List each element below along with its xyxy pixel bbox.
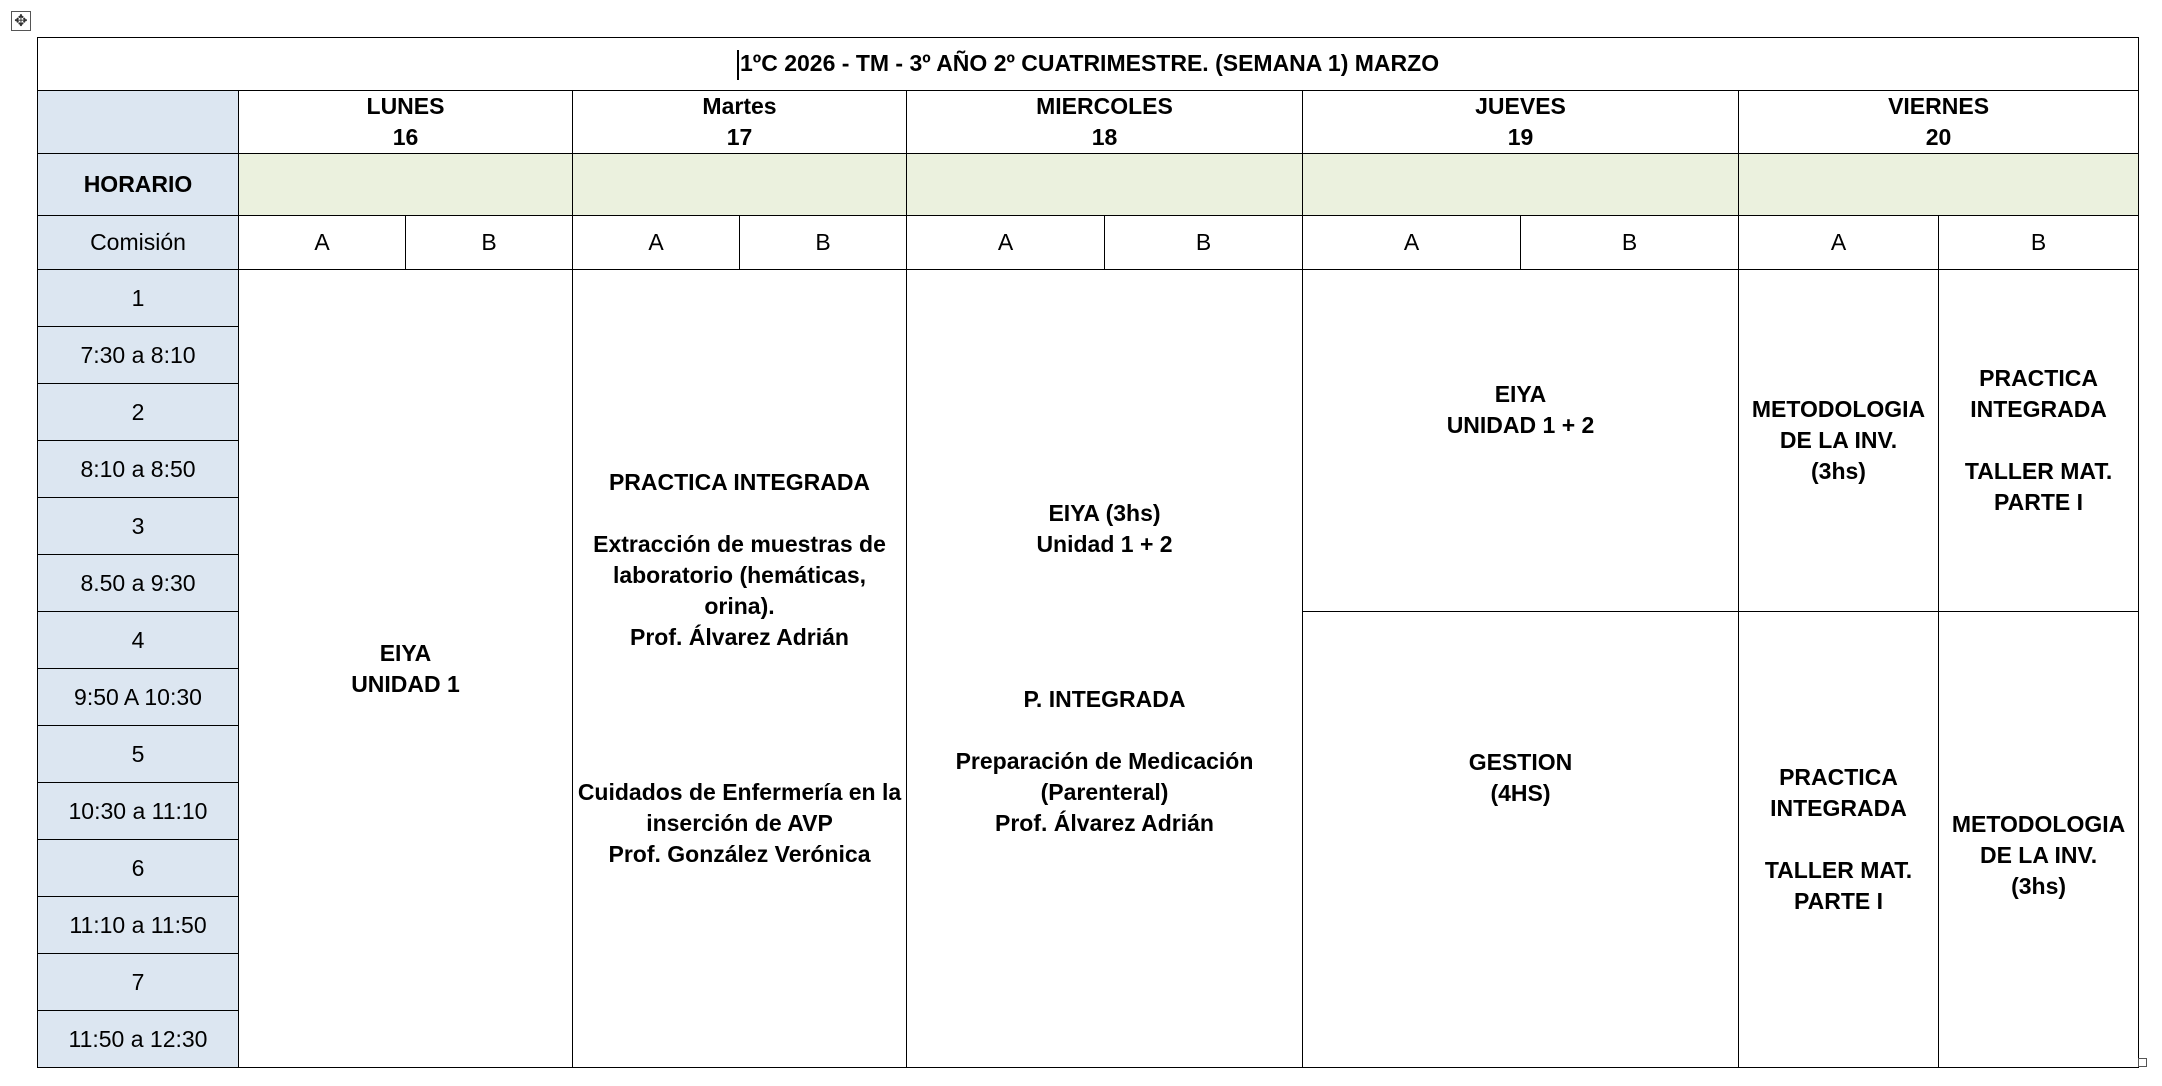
- horario-label: HORARIO: [38, 154, 239, 216]
- corner-cell: [38, 91, 239, 154]
- slot-time: 7:30 a 8:10: [38, 327, 239, 384]
- slot-number: 5: [38, 726, 239, 783]
- day-header-jueves: JUEVES 19: [1303, 91, 1739, 154]
- slot-time: 8:10 a 8:50: [38, 441, 239, 498]
- comision-label: Comisión: [38, 216, 239, 270]
- viernes-b-top-block: PRACTICA INTEGRADA TALLER MAT. PARTE I: [1939, 270, 2139, 612]
- slot-number: 1: [38, 270, 239, 327]
- jueves-bottom-block: GESTION (4HS): [1303, 612, 1739, 1068]
- jueves-top-block: EIYA UNIDAD 1 + 2: [1303, 270, 1739, 612]
- day-header-lunes: LUNES 16: [239, 91, 573, 154]
- comision-a: A: [1739, 216, 1939, 270]
- viernes-b-bottom-block: METODOLOGIA DE LA INV. (3hs): [1939, 612, 2139, 1068]
- text-cursor: [737, 50, 739, 80]
- martes-block: PRACTICA INTEGRADA Extracción de muestras de laboratorio (hemáticas, orina). Prof. Álvarez Adrián Cuidados de Enfermería en la inserción de AVP Prof. González Verónica: [573, 270, 907, 1068]
- slot-time: 9:50 A 10:30: [38, 669, 239, 726]
- horario-cell-martes: [573, 154, 907, 216]
- slot-time: 11:10 a 11:50: [38, 897, 239, 954]
- slot-number: 7: [38, 954, 239, 1011]
- horario-cell-miercoles: [907, 154, 1303, 216]
- slot-time: 11:50 a 12:30: [38, 1011, 239, 1068]
- day-header-miercoles: MIERCOLES 18: [907, 91, 1303, 154]
- comision-a: A: [1303, 216, 1521, 270]
- viernes-a-bottom-block: PRACTICA INTEGRADA TALLER MAT. PARTE I: [1739, 612, 1939, 1068]
- comision-a: A: [239, 216, 406, 270]
- table-move-handle-icon[interactable]: ✥: [11, 11, 31, 31]
- slot-time: 8.50 a 9:30: [38, 555, 239, 612]
- viernes-a-top-block: METODOLOGIA DE LA INV. (3hs): [1739, 270, 1939, 612]
- slot-number: 4: [38, 612, 239, 669]
- lunes-block: EIYA UNIDAD 1: [239, 270, 573, 1068]
- comision-b: B: [406, 216, 573, 270]
- slot-time: 10:30 a 11:10: [38, 783, 239, 840]
- comision-b: B: [1939, 216, 2139, 270]
- slot-number: 2: [38, 384, 239, 441]
- horario-cell-viernes: [1739, 154, 2139, 216]
- comision-a: A: [573, 216, 740, 270]
- horario-cell-jueves: [1303, 154, 1739, 216]
- schedule-title: 1ºC 2026 - TM - 3º AÑO 2º CUATRIMESTRE. (SEMANA 1) MARZO: [38, 38, 2139, 91]
- comision-b: B: [1521, 216, 1739, 270]
- day-header-viernes: VIERNES 20: [1739, 91, 2139, 154]
- comision-a: A: [907, 216, 1105, 270]
- table-resize-handle[interactable]: [2138, 1058, 2147, 1067]
- schedule-table: [37, 37, 2139, 1068]
- miercoles-block: EIYA (3hs) Unidad 1 + 2 P. INTEGRADA Preparación de Medicación (Parenteral) Prof. Álvarez Adrián: [907, 270, 1303, 1068]
- slot-number: 3: [38, 498, 239, 555]
- comision-b: B: [1105, 216, 1303, 270]
- slot-number: 6: [38, 840, 239, 897]
- comision-b: B: [740, 216, 907, 270]
- day-header-martes: Martes 17: [573, 91, 907, 154]
- horario-cell-lunes: [239, 154, 573, 216]
